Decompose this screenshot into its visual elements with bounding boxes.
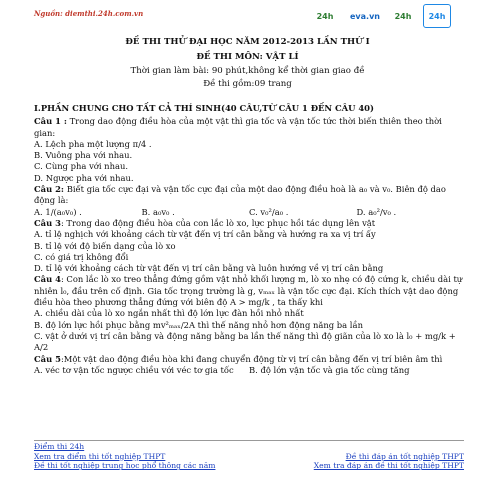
answer-b: B. a₀v₀ .	[141, 206, 175, 217]
answer-b: B. độ lớn lực hồi phục bằng mv²ₘₐₓ/2A thì thế năng nhỏ hơn động năng ba lần	[34, 319, 363, 330]
footer-row	[34, 452, 464, 462]
footer-link[interactable]: Điểm thi 24h	[34, 442, 85, 451]
question-3	[34, 218, 464, 229]
answer-d: D. Ngược pha với nhau.	[34, 172, 134, 183]
exam-pages: Đề thi gồm:09 trang	[203, 79, 292, 89]
question-label: Câu 3	[34, 217, 61, 228]
question-text: : Con lắc lò xo treo thẳng đứng gồm vật nhỏ khối lượng m, lò xo nhẹ có độ cứng k, chiều dài tự nhiên l₀, đầu trên cố định. Gia tốc trọng trường là g, vₘₐₓ là vận tốc cực đại. Kích thích vật dao động điều hòa theo phương thẳng đứng với biên độ A > mg/k , ta thấy khi	[34, 274, 463, 308]
answer-a: A. 1/(a₀v₀) .	[34, 206, 82, 217]
question-label: Câu 1 :	[34, 116, 67, 127]
footer-link[interactable]: Đề thi đáp án tốt nghiệp THPT	[345, 451, 464, 461]
answer-c: C. có giá trị không đổi	[34, 251, 129, 262]
question-4	[34, 274, 464, 308]
question-label: Câu 5	[34, 353, 61, 364]
source-link[interactable]: Nguồn: diemthi.24h.com.vn	[34, 9, 144, 18]
question-text: : Trong dao động điều hòa của con lắc lò xo, lực phục hồi tác dụng lên vật	[60, 217, 376, 228]
answer-c: C. v₀²/a₀ .	[249, 206, 289, 217]
footer-link[interactable]: Xem tra điểm thi tốt nghiệp THPT	[34, 451, 166, 461]
answer-row	[34, 207, 464, 218]
answer-b: B. tỉ lệ với độ biến dạng của lò xo	[34, 240, 176, 251]
section-heading: I.PHẦN CHUNG CHO TẤT CẢ THÍ SINH(40 CÂU,TỪ CÂU 1 ĐẾN CÂU 40)	[34, 103, 374, 113]
exam-body	[34, 103, 464, 376]
logo-eva[interactable]: eva.vn	[350, 11, 380, 21]
answer-d: D. tỉ lệ với khoảng cách từ vật đến vị trí cân bằng và luôn hướng về vị trí cân bằng	[34, 263, 384, 274]
footer-link[interactable]: Xem tra đáp án đề thi tốt nghiệp THPT	[313, 461, 464, 471]
logo-24h-3[interactable]: 24h	[423, 4, 451, 28]
question-text: Trong dao động điều hòa của một vật thì gia tốc và vận tốc tức thời biến thiên theo thời gian:	[34, 116, 442, 138]
answer-b: B. độ lớn vận tốc và gia tốc cùng tăng	[249, 364, 410, 375]
logo-24h-2[interactable]: 24h	[394, 11, 412, 21]
footer-row	[34, 461, 464, 471]
exam-subject: ĐỀ THI MÔN: VẬT LÍ	[196, 52, 299, 62]
exam-time: Thời gian làm bài: 90 phút,không kể thời gian giao đề	[130, 66, 365, 76]
footer-links	[34, 442, 464, 471]
question-5	[34, 354, 464, 365]
question-label: Câu 4	[34, 274, 61, 285]
question-text: Biết gia tốc cực đại và vận tốc cực đại của một dao động điều hoà là a₀ và v₀. Biên độ dao động là:	[34, 184, 446, 206]
question-text: :Một vật dao động điều hòa khi đang chuyển động từ vị trí cân bằng đến vị trí biên âm thì	[60, 353, 443, 364]
answer-a: A. tỉ lệ nghịch với khoảng cách từ vật đến vị trí cân bằng và hướng ra xa vị trí ấy	[34, 229, 376, 240]
answer-c: C. vật ở dưới vị trí cân bằng và động năng bằng ba lần thế năng thì độ giãn của lò xo là l₀ + mg/k + A/2	[34, 330, 456, 353]
answer-c: C. Cùng pha với nhau.	[34, 161, 129, 172]
exam-title: ĐỀ THI THỬ ĐẠI HỌC NĂM 2012-2013 LẦN THỨ I	[125, 37, 370, 47]
question-2	[34, 184, 464, 207]
question-1	[34, 116, 464, 139]
footer-link[interactable]: Đề thi tốt nghiệp trung học phổ thông các năm	[34, 461, 216, 471]
answer-a: A. véc tơ vận tốc ngược chiều với véc tơ gia tốc	[34, 364, 234, 375]
answer-b: B. Vuông pha với nhau.	[34, 150, 133, 161]
question-label: Câu 2:	[34, 184, 65, 195]
answer-row	[34, 365, 464, 376]
footer-divider	[34, 440, 464, 441]
logo-bar	[309, 4, 451, 28]
answer-a: A. chiều dài của lò xo ngắn nhất thì độ lớn lực đàn hồi nhỏ nhất	[34, 308, 304, 319]
logo-24h[interactable]: 24h	[316, 11, 334, 21]
answer-a: A. Lệch pha một lượng π/4 .	[34, 138, 152, 149]
answer-d: D. a₀²/v₀ .	[356, 206, 397, 217]
